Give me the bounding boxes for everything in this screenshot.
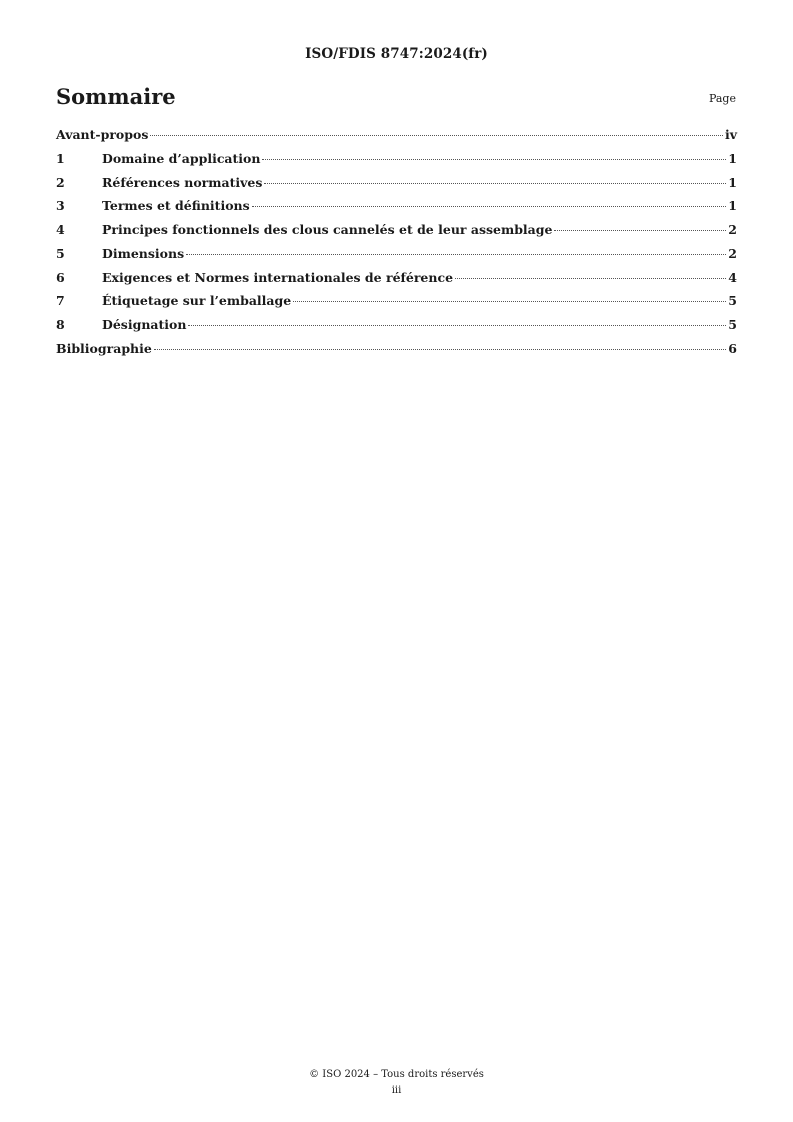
toc-entry-title: Étiquetage sur l’emballage bbox=[102, 293, 292, 309]
toc-entry-title: Termes et définitions bbox=[102, 198, 250, 214]
dot-leader bbox=[262, 159, 726, 160]
toc-entry-title: Exigences et Normes internationales de référence bbox=[102, 269, 454, 285]
page-footer bbox=[0, 1067, 793, 1099]
toc-entry-page: 4 bbox=[728, 269, 737, 285]
toc-entry-2[interactable] bbox=[56, 175, 737, 199]
document-header: ISO/FDIS 8747:2024(fr) bbox=[305, 46, 488, 62]
toc-entry-6[interactable] bbox=[56, 270, 737, 294]
toc-entry-title: Avant-propos bbox=[56, 127, 149, 142]
dot-leader bbox=[293, 301, 726, 302]
toc-entry-page: 5 bbox=[728, 293, 737, 309]
page-number: iii bbox=[391, 1085, 402, 1096]
dot-leader bbox=[455, 278, 726, 279]
dot-leader bbox=[150, 135, 723, 136]
toc-entry-number: 7 bbox=[56, 293, 65, 309]
toc-entry-title: Principes fonctionnels des clous cannelés et de leur assemblage bbox=[102, 222, 553, 237]
toc-entry-number: 3 bbox=[56, 198, 65, 214]
toc-entry-number: 5 bbox=[56, 245, 65, 261]
toc-entry-page: 2 bbox=[728, 245, 737, 261]
toc-entry-title: Désignation bbox=[102, 317, 187, 332]
toc-title: Sommaire bbox=[56, 84, 176, 109]
table-of-contents bbox=[56, 127, 737, 365]
toc-entry-page: 6 bbox=[728, 340, 737, 356]
toc-entry-4[interactable] bbox=[56, 222, 737, 246]
dot-leader bbox=[154, 349, 726, 350]
toc-entry-number: 6 bbox=[56, 269, 65, 285]
toc-entry-page: 1 bbox=[728, 198, 737, 214]
toc-entry-1[interactable] bbox=[56, 151, 737, 175]
toc-entry-7[interactable] bbox=[56, 293, 737, 317]
toc-entry-title: Bibliographie bbox=[56, 340, 152, 356]
page-column-label: Page bbox=[708, 92, 736, 105]
dot-leader bbox=[252, 206, 727, 207]
toc-entry-3[interactable] bbox=[56, 198, 737, 222]
toc-entry-number: 8 bbox=[56, 317, 65, 332]
toc-entry-bibliographie[interactable] bbox=[56, 341, 737, 365]
toc-entry-number: 2 bbox=[56, 174, 65, 190]
toc-entry-page: iv bbox=[724, 127, 737, 142]
toc-entry-title: Domaine d’application bbox=[102, 150, 261, 166]
toc-entry-page: 5 bbox=[728, 317, 737, 332]
toc-entry-page: 2 bbox=[728, 222, 737, 237]
dot-leader bbox=[264, 183, 726, 184]
toc-entry-page: 1 bbox=[728, 150, 737, 166]
toc-entry-8[interactable] bbox=[56, 317, 737, 341]
toc-entry-number: 1 bbox=[56, 150, 65, 166]
dot-leader bbox=[186, 254, 726, 255]
toc-entry-title: Dimensions bbox=[102, 245, 185, 261]
toc-entry-avant-propos[interactable] bbox=[56, 127, 737, 151]
dot-leader bbox=[188, 325, 726, 326]
toc-entry-page: 1 bbox=[728, 174, 737, 190]
copyright-notice: © ISO 2024 – Tous droits réservés bbox=[309, 1069, 484, 1080]
toc-entry-number: 4 bbox=[56, 222, 65, 237]
dot-leader bbox=[554, 230, 726, 231]
toc-entry-5[interactable] bbox=[56, 246, 737, 270]
toc-entry-title: Références normatives bbox=[102, 174, 263, 190]
